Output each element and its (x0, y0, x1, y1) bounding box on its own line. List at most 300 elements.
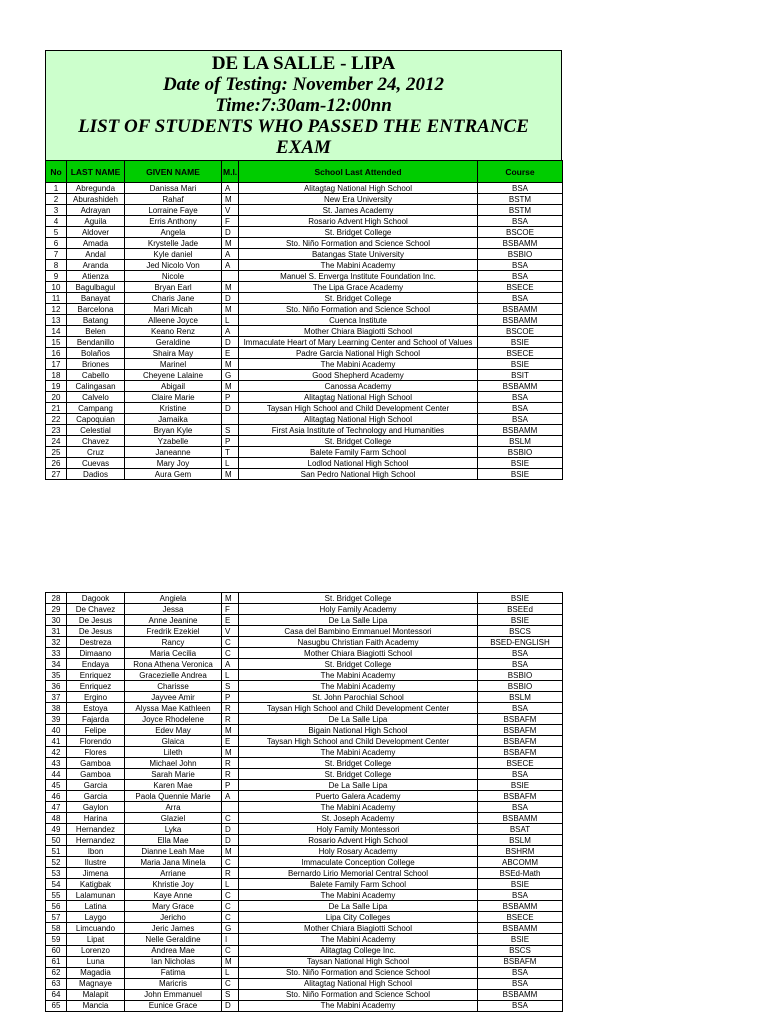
cell-mi: S (222, 425, 239, 436)
cell-given-name: Rancy (125, 637, 222, 648)
cell-no: 51 (46, 846, 67, 857)
cell-no: 26 (46, 458, 67, 469)
cell-given-name: Jeric James (125, 923, 222, 934)
cell-mi: M (222, 846, 239, 857)
cell-mi: P (222, 692, 239, 703)
cell-mi: L (222, 315, 239, 326)
col-header-course: Course (478, 161, 563, 183)
cell-given-name: Bryan Kyle (125, 425, 222, 436)
cell-school: New Era University (239, 194, 478, 205)
cell-school: Bernardo Lirio Memorial Central School (239, 868, 478, 879)
cell-mi: R (222, 769, 239, 780)
cell-no: 33 (46, 648, 67, 659)
cell-no: 3 (46, 205, 67, 216)
cell-school: Sto. Niño Formation and Science School (239, 967, 478, 978)
cell-last-name: Cruz (67, 447, 125, 458)
cell-course: BSCOE (478, 326, 563, 337)
cell-given-name: Charis Jane (125, 293, 222, 304)
cell-given-name: Maria Jana Minela (125, 857, 222, 868)
cell-school: Holy Family Montessori (239, 824, 478, 835)
cell-school: Lipa City Colleges (239, 912, 478, 923)
cell-course: BSBAMM (478, 381, 563, 392)
cell-last-name: Bolaños (67, 348, 125, 359)
table-row (46, 879, 563, 890)
cell-no: 36 (46, 681, 67, 692)
table-row (46, 791, 563, 802)
cell-no: 49 (46, 824, 67, 835)
cell-course: BSBAMM (478, 923, 563, 934)
cell-school: Alitagtag National High School (239, 978, 478, 989)
cell-last-name: Gamboa (67, 758, 125, 769)
cell-last-name: Andal (67, 249, 125, 260)
cell-mi: T (222, 447, 239, 458)
cell-course: BSLM (478, 835, 563, 846)
document-header (45, 50, 562, 160)
cell-mi: M (222, 194, 239, 205)
cell-last-name: Malapit (67, 989, 125, 1000)
cell-course: BSBAFM (478, 736, 563, 747)
cell-given-name: Sarah Marie (125, 769, 222, 780)
table-row (46, 956, 563, 967)
cell-no: 50 (46, 835, 67, 846)
col-header-no: No (46, 161, 67, 183)
cell-given-name: Geraldine (125, 337, 222, 348)
cell-last-name: Aldover (67, 227, 125, 238)
cell-last-name: Ibon (67, 846, 125, 857)
cell-course: BSEd-Math (478, 868, 563, 879)
cell-mi: C (222, 978, 239, 989)
cell-given-name: Khristie Joy (125, 879, 222, 890)
table-row (46, 945, 563, 956)
cell-course: BSA (478, 260, 563, 271)
cell-school: Taysan High School and Child Development Center (239, 736, 478, 747)
cell-given-name: Nicole (125, 271, 222, 282)
cell-last-name: Luna (67, 956, 125, 967)
cell-given-name: Danissa Mari (125, 183, 222, 194)
cell-given-name: Maricris (125, 978, 222, 989)
cell-last-name: Limcuando (67, 923, 125, 934)
cell-course: BSA (478, 978, 563, 989)
cell-mi: D (222, 293, 239, 304)
cell-school: St. Bridget College (239, 293, 478, 304)
cell-school: The Mabini Academy (239, 359, 478, 370)
cell-course: BSIE (478, 879, 563, 890)
cell-no: 6 (46, 238, 67, 249)
cell-school: De La Salle Lipa (239, 901, 478, 912)
cell-given-name: Jessa (125, 604, 222, 615)
cell-given-name: Nelle Geraldine (125, 934, 222, 945)
table-row (46, 326, 563, 337)
cell-course: BSCS (478, 945, 563, 956)
cell-course: BSA (478, 293, 563, 304)
cell-last-name: Calvelo (67, 392, 125, 403)
cell-no: 47 (46, 802, 67, 813)
cell-school: Rosario Advent High School (239, 216, 478, 227)
list-title-continued: EXAM (276, 137, 331, 158)
cell-no: 24 (46, 436, 67, 447)
cell-course: BSED-ENGLISH (478, 637, 563, 648)
cell-given-name: Lyka (125, 824, 222, 835)
table-row (46, 315, 563, 326)
cell-school: Immaculate Heart of Mary Learning Center and School of Values (239, 337, 478, 348)
cell-last-name: Garcia (67, 791, 125, 802)
table-row (46, 183, 563, 194)
cell-given-name: Marinel (125, 359, 222, 370)
cell-no: 31 (46, 626, 67, 637)
cell-given-name: Angela (125, 227, 222, 238)
cell-no: 28 (46, 593, 67, 604)
cell-course: BSBIO (478, 447, 563, 458)
cell-no: 23 (46, 425, 67, 436)
cell-last-name: Katigbak (67, 879, 125, 890)
testing-date: Date of Testing: November 24, 2012 (162, 74, 445, 95)
cell-no: 34 (46, 659, 67, 670)
students-table (45, 160, 563, 480)
cell-no: 25 (46, 447, 67, 458)
cell-given-name: Arriane (125, 868, 222, 879)
cell-given-name: Charisse (125, 681, 222, 692)
table-row (46, 249, 563, 260)
table-row (46, 769, 563, 780)
cell-mi: L (222, 670, 239, 681)
cell-course: BSECE (478, 282, 563, 293)
cell-mi: V (222, 205, 239, 216)
cell-given-name: Michael John (125, 758, 222, 769)
table-row (46, 304, 563, 315)
cell-mi: D (222, 835, 239, 846)
cell-no: 15 (46, 337, 67, 348)
cell-no: 64 (46, 989, 67, 1000)
cell-school: St. Bridget College (239, 659, 478, 670)
students-table-body (46, 183, 563, 480)
cell-school: The Lipa Grace Academy (239, 282, 478, 293)
cell-no: 61 (46, 956, 67, 967)
cell-mi: M (222, 282, 239, 293)
cell-given-name: Bryan Earl (125, 282, 222, 293)
cell-course: BSA (478, 403, 563, 414)
cell-course: BSA (478, 659, 563, 670)
table-row (46, 780, 563, 791)
cell-given-name: Janeanne (125, 447, 222, 458)
cell-mi: R (222, 703, 239, 714)
cell-mi: A (222, 183, 239, 194)
cell-course: BSHRM (478, 846, 563, 857)
cell-course: BSBAMM (478, 425, 563, 436)
cell-no: 1 (46, 183, 67, 194)
cell-given-name: Keano Renz (125, 326, 222, 337)
table-row (46, 436, 563, 447)
cell-given-name: Gracezielle Andrea (125, 670, 222, 681)
cell-school: Alitagtag National High School (239, 183, 478, 194)
cell-last-name: Hernandez (67, 835, 125, 846)
cell-course: BSA (478, 183, 563, 194)
cell-course: BSIE (478, 615, 563, 626)
cell-mi: R (222, 758, 239, 769)
table-row (46, 348, 563, 359)
cell-school: The Mabini Academy (239, 260, 478, 271)
cell-mi: E (222, 348, 239, 359)
cell-last-name: Enriquez (67, 681, 125, 692)
cell-mi: E (222, 615, 239, 626)
cell-last-name: Jimena (67, 868, 125, 879)
cell-last-name: Dagook (67, 593, 125, 604)
cell-no: 8 (46, 260, 67, 271)
cell-last-name: Amada (67, 238, 125, 249)
cell-school: St. James Academy (239, 205, 478, 216)
cell-no: 43 (46, 758, 67, 769)
cell-no: 35 (46, 670, 67, 681)
cell-course: ABCOMM (478, 857, 563, 868)
cell-given-name: Paola Quennie Marie (125, 791, 222, 802)
cell-school: De La Salle Lipa (239, 615, 478, 626)
table-row (46, 923, 563, 934)
cell-mi: G (222, 370, 239, 381)
students-table-continued (45, 592, 563, 1012)
cell-last-name: Campang (67, 403, 125, 414)
cell-school: Lodlod National High School (239, 458, 478, 469)
cell-no: 12 (46, 304, 67, 315)
cell-no: 54 (46, 879, 67, 890)
cell-given-name: Karen Mae (125, 780, 222, 791)
cell-school: St. Bridget College (239, 758, 478, 769)
cell-given-name: Mary Grace (125, 901, 222, 912)
cell-school: Rosario Advent High School (239, 835, 478, 846)
cell-mi: F (222, 216, 239, 227)
cell-given-name: Cheyene Lalaine (125, 370, 222, 381)
table-row (46, 813, 563, 824)
cell-course: BSA (478, 271, 563, 282)
cell-last-name: De Chavez (67, 604, 125, 615)
cell-no: 37 (46, 692, 67, 703)
cell-course: BSA (478, 967, 563, 978)
cell-last-name: Barcelona (67, 304, 125, 315)
table-row (46, 989, 563, 1000)
cell-last-name: Batang (67, 315, 125, 326)
cell-no: 32 (46, 637, 67, 648)
cell-mi: M (222, 956, 239, 967)
cell-last-name: Belen (67, 326, 125, 337)
cell-mi: M (222, 304, 239, 315)
cell-no: 7 (46, 249, 67, 260)
cell-school: Cuenca Institute (239, 315, 478, 326)
cell-last-name: Hernandez (67, 824, 125, 835)
cell-course: BSLM (478, 692, 563, 703)
cell-last-name: Celestial (67, 425, 125, 436)
cell-mi: V (222, 626, 239, 637)
cell-last-name: Briones (67, 359, 125, 370)
cell-course: BSCOE (478, 227, 563, 238)
cell-no: 39 (46, 714, 67, 725)
cell-no: 9 (46, 271, 67, 282)
cell-given-name: Jericho (125, 912, 222, 923)
cell-given-name: Angiela (125, 593, 222, 604)
cell-no: 17 (46, 359, 67, 370)
table-row (46, 670, 563, 681)
cell-mi: I (222, 934, 239, 945)
cell-course: BSECE (478, 758, 563, 769)
cell-no: 27 (46, 469, 67, 480)
cell-mi: M (222, 725, 239, 736)
cell-course: BSBAFM (478, 714, 563, 725)
cell-course: BSTM (478, 205, 563, 216)
cell-school: Sto. Niño Formation and Science School (239, 304, 478, 315)
cell-last-name: Abregunda (67, 183, 125, 194)
cell-mi: M (222, 238, 239, 249)
cell-school: The Mabini Academy (239, 890, 478, 901)
cell-course: BSBIO (478, 249, 563, 260)
cell-mi: G (222, 923, 239, 934)
cell-given-name: Fredrik Ezekiel (125, 626, 222, 637)
cell-no: 65 (46, 1000, 67, 1011)
cell-no: 63 (46, 978, 67, 989)
cell-course: BSIE (478, 469, 563, 480)
table-row (46, 681, 563, 692)
col-header-given-name: GIVEN NAME (125, 161, 222, 183)
cell-no: 4 (46, 216, 67, 227)
cell-school: Mother Chiara Biagiotti School (239, 923, 478, 934)
cell-course: BSA (478, 216, 563, 227)
cell-school: Batangas State University (239, 249, 478, 260)
table-row (46, 736, 563, 747)
cell-given-name: Kyle daniel (125, 249, 222, 260)
cell-mi: P (222, 436, 239, 447)
cell-school: Sto. Niño Formation and Science School (239, 238, 478, 249)
cell-school: Puerto Galera Academy (239, 791, 478, 802)
cell-school: Nasugbu Christian Faith Academy (239, 637, 478, 648)
cell-last-name: Bendanillo (67, 337, 125, 348)
table-row (46, 615, 563, 626)
cell-given-name: Alleene Joyce (125, 315, 222, 326)
cell-last-name: Dadios (67, 469, 125, 480)
cell-no: 20 (46, 392, 67, 403)
cell-mi: M (222, 381, 239, 392)
table-row (46, 447, 563, 458)
passer-list-page-1 (45, 50, 562, 480)
cell-school: Immaculate Conception College (239, 857, 478, 868)
cell-given-name: Eunice Grace (125, 1000, 222, 1011)
cell-course: BSBAMM (478, 813, 563, 824)
cell-last-name: Latina (67, 901, 125, 912)
table-row (46, 835, 563, 846)
cell-no: 38 (46, 703, 67, 714)
table-row (46, 370, 563, 381)
cell-school: Alitagtag National High School (239, 414, 478, 425)
cell-last-name: Destreza (67, 637, 125, 648)
cell-no: 59 (46, 934, 67, 945)
cell-school: St. Bridget College (239, 593, 478, 604)
table-row (46, 659, 563, 670)
table-row (46, 747, 563, 758)
cell-last-name: Atienza (67, 271, 125, 282)
cell-course: BSA (478, 802, 563, 813)
cell-course: BSIE (478, 359, 563, 370)
cell-last-name: Gamboa (67, 769, 125, 780)
cell-no: 53 (46, 868, 67, 879)
cell-mi: C (222, 813, 239, 824)
cell-last-name: Bagulbagul (67, 282, 125, 293)
cell-given-name: Anne Jeanine (125, 615, 222, 626)
cell-given-name: Erris Anthony (125, 216, 222, 227)
table-row (46, 593, 563, 604)
list-title: LIST OF STUDENTS WHO PASSED THE ENTRANCE (78, 116, 529, 137)
cell-given-name: Alyssa Mae Kathleen (125, 703, 222, 714)
cell-last-name: Ergino (67, 692, 125, 703)
cell-course: BSCS (478, 626, 563, 637)
cell-last-name: Chavez (67, 436, 125, 447)
table-row (46, 802, 563, 813)
table-row (46, 824, 563, 835)
cell-no: 10 (46, 282, 67, 293)
cell-course: BSBAMM (478, 989, 563, 1000)
table-row (46, 260, 563, 271)
cell-no: 46 (46, 791, 67, 802)
table-row (46, 934, 563, 945)
cell-mi: R (222, 714, 239, 725)
table-row (46, 890, 563, 901)
cell-last-name: Adrayan (67, 205, 125, 216)
cell-course: BSBIO (478, 681, 563, 692)
cell-school: St. Bridget College (239, 436, 478, 447)
cell-course: BSIE (478, 458, 563, 469)
cell-no: 14 (46, 326, 67, 337)
cell-school: The Mabini Academy (239, 802, 478, 813)
cell-course: BSIE (478, 337, 563, 348)
testing-time: Time:7:30am-12:00nn (215, 95, 392, 116)
cell-no: 48 (46, 813, 67, 824)
cell-no: 60 (46, 945, 67, 956)
table-row (46, 205, 563, 216)
table-row (46, 901, 563, 912)
cell-no: 56 (46, 901, 67, 912)
cell-school: The Mabini Academy (239, 934, 478, 945)
cell-given-name: Glaica (125, 736, 222, 747)
cell-given-name: John Emmanuel (125, 989, 222, 1000)
table-row (46, 692, 563, 703)
cell-mi: C (222, 945, 239, 956)
cell-school: Canossa Academy (239, 381, 478, 392)
cell-school: De La Salle Lipa (239, 780, 478, 791)
cell-no: 16 (46, 348, 67, 359)
cell-no: 11 (46, 293, 67, 304)
cell-no: 44 (46, 769, 67, 780)
table-row (46, 194, 563, 205)
cell-mi: S (222, 989, 239, 1000)
cell-school: St. Bridget College (239, 227, 478, 238)
cell-no: 29 (46, 604, 67, 615)
cell-no: 55 (46, 890, 67, 901)
cell-course: BSA (478, 769, 563, 780)
cell-mi: D (222, 824, 239, 835)
table-row (46, 703, 563, 714)
cell-mi: F (222, 604, 239, 615)
cell-no: 22 (46, 414, 67, 425)
cell-mi: M (222, 359, 239, 370)
cell-mi: A (222, 326, 239, 337)
cell-mi: D (222, 403, 239, 414)
cell-mi: L (222, 879, 239, 890)
cell-no: 42 (46, 747, 67, 758)
cell-given-name: Claire Marie (125, 392, 222, 403)
table-row (46, 469, 563, 480)
cell-no: 13 (46, 315, 67, 326)
table-row (46, 758, 563, 769)
cell-course: BSA (478, 1000, 563, 1011)
cell-given-name: Lorraine Faye (125, 205, 222, 216)
cell-course: BSBAFM (478, 725, 563, 736)
table-row (46, 403, 563, 414)
col-header-school: School Last Attended (239, 161, 478, 183)
table-row (46, 714, 563, 725)
